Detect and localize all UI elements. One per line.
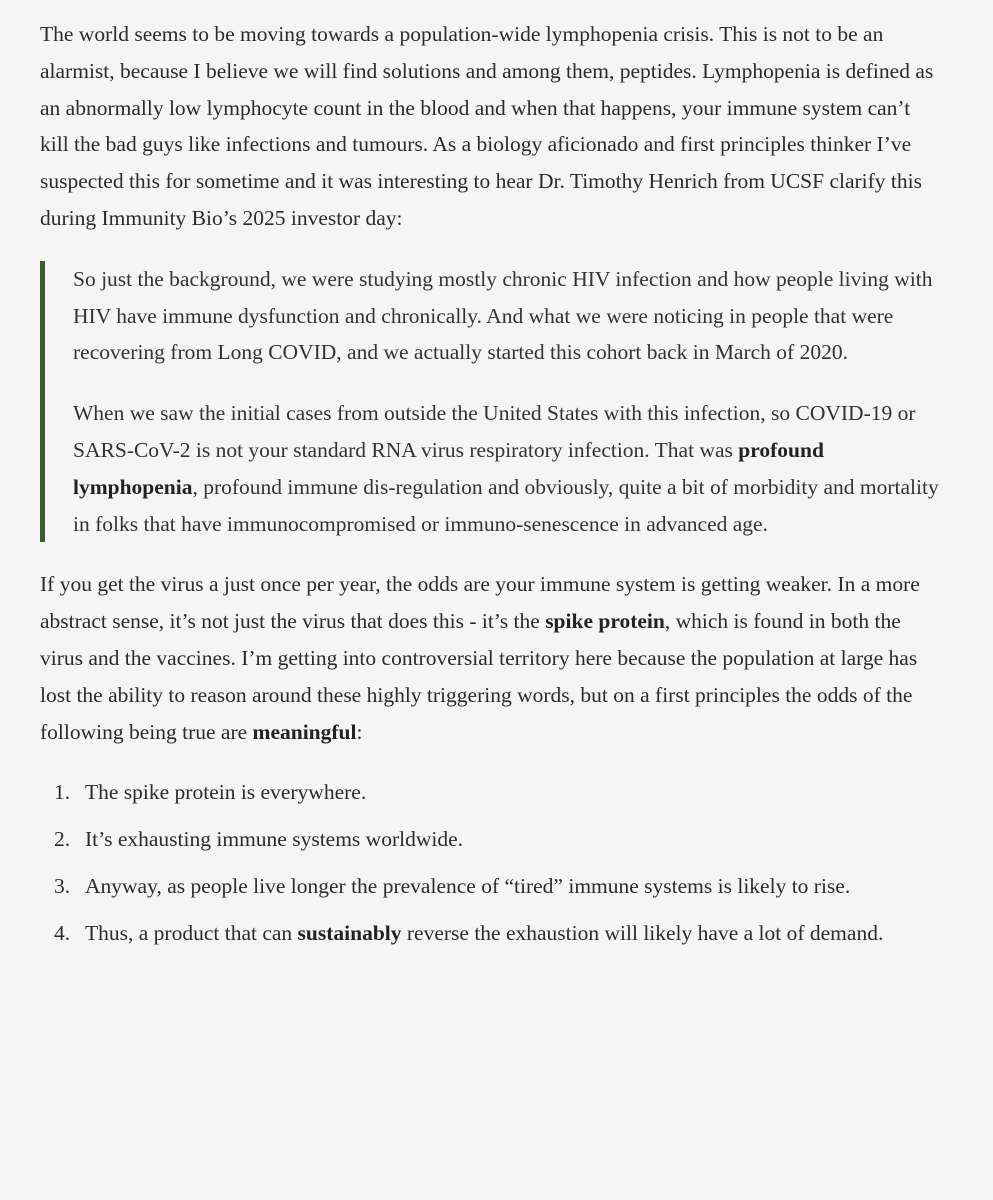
body-bold-spike-protein: spike protein <box>545 609 665 634</box>
list-item <box>40 915 943 952</box>
list-item-number: 4. <box>54 920 71 945</box>
list-item-text: It’s exhausting immune systems worldwide. <box>85 827 464 852</box>
quote-p2-bold: profound lymphopenia <box>73 437 824 499</box>
list-item-bold-sustainably: sustainably <box>297 920 402 945</box>
quote-paragraph-1: So just the background, we were studying mostly chronic HIV infection and how people living with HIV have immune dysfunction and chronically. And what we were noticing in people that were recovering from Long COVID, and we actually started this cohort back in March of 2020. <box>73 266 933 365</box>
quote-p2-text-after: , profound immune dis-regulation and obviously, quite a bit of morbidity and mortality in folks that have immunocompromised or immuno-senescence in advanced age. <box>73 474 939 536</box>
numbered-list <box>40 774 943 951</box>
body-text-middle: , which is found in both the virus and the vaccines. I’m getting into controversial territory here because the population at large has lost the ability to reason around these highly triggering words, but on a first principles the odds of the following being true are <box>40 609 918 744</box>
list-item-text: Anyway, as people live longer the prevalence of “tired” immune systems is likely to rise. <box>85 873 851 898</box>
list-item <box>40 821 943 858</box>
quote-p2-text-before: When we saw the initial cases from outside the United States with this infection, so COVID-19 or SARS-CoV-2 is not your standard RNA virus respiratory infection. That was <box>73 401 916 462</box>
list-item <box>40 774 943 811</box>
body-bold-meaningful: meaningful <box>252 719 357 744</box>
body-text-after: : <box>356 719 363 744</box>
body-text-before: If you get the virus a just once per year, the odds are your immune system is getting weaker. In a more abstract sense, it’s not just the virus that does this - it’s the <box>40 572 920 634</box>
list-item-text: The spike protein is everywhere. <box>85 780 367 805</box>
list-item-number: 3. <box>54 873 71 898</box>
list-item-number: 2. <box>54 827 71 852</box>
list-item <box>40 868 943 905</box>
quote-block <box>40 261 943 543</box>
body-paragraph <box>40 566 943 750</box>
quote-paragraph-2 <box>73 395 943 542</box>
list-item-text-before: Thus, a product that can <box>85 920 298 945</box>
intro-paragraph: The world seems to be moving towards a population-wide lymphopenia crisis. This is not to be an alarmist, because I believe we will find solutions and among them, peptides. Lymphopenia is defined as an abnormally low lymphocyte count in the blood and when that happens, your immune system can’t kill the bad guys like infections and tumours. As a biology aficionado and first principles thinker I’ve suspected this for sometime and it was interesting to hear Dr. Timothy Henrich from UCSF clarify this during Immunity Bio’s 2025 investor day: <box>40 22 934 230</box>
list-item-number: 1. <box>54 780 71 805</box>
list-item-text-after: reverse the exhaustion will likely have a lot of demand. <box>401 920 884 945</box>
